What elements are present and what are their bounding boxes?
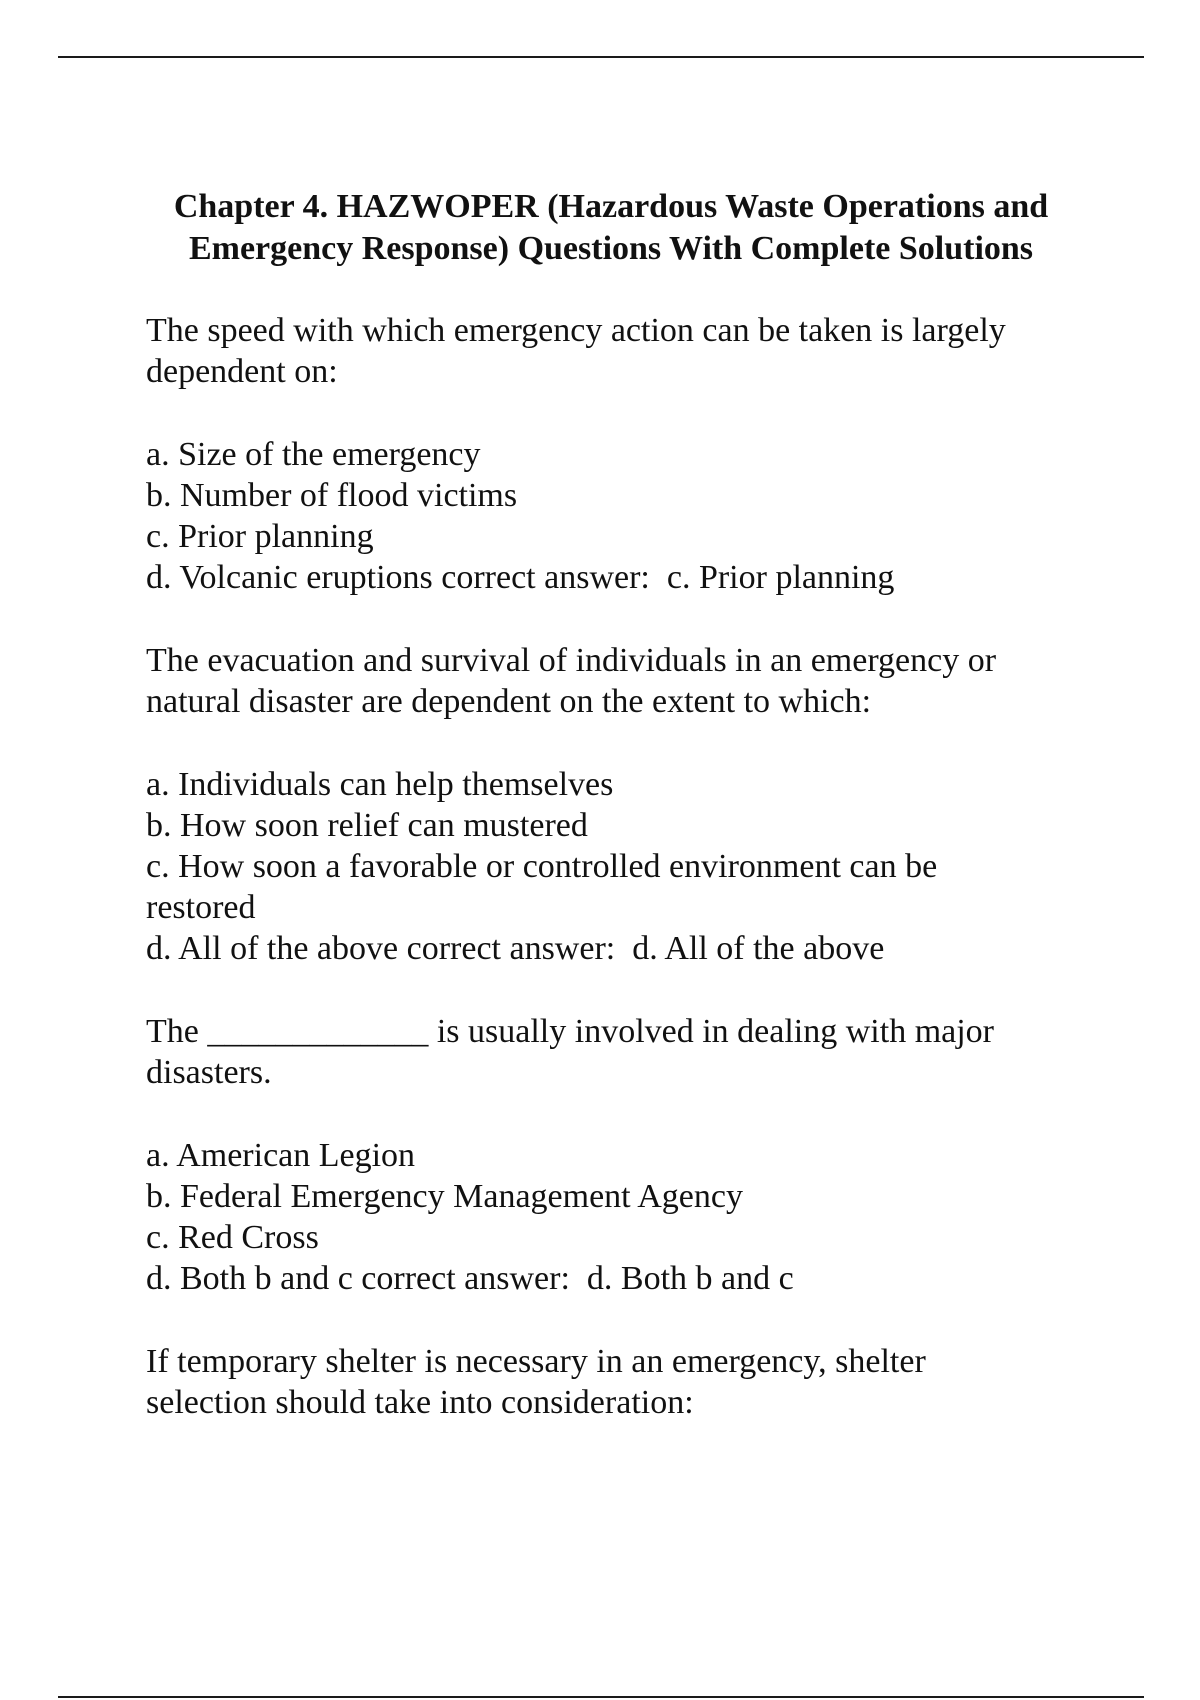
question-1-options [146, 434, 1076, 598]
option-line: c. Prior planning [146, 518, 374, 555]
option-line: b. Federal Emergency Management Agency [146, 1178, 743, 1215]
option-line: c. Red Cross [146, 1219, 319, 1256]
question-2-prompt [146, 640, 1076, 722]
option-line: b. How soon relief can mustered [146, 807, 588, 844]
prompt-line: disasters. [146, 1054, 272, 1091]
option-line: a. Individuals can help themselves [146, 766, 614, 803]
prompt-line: The _____________ is usually involved in dealing with major [146, 1013, 995, 1050]
document-title [146, 186, 1076, 270]
question-1-prompt [146, 310, 1076, 392]
option-line: c. How soon a favorable or controlled environment can be [146, 848, 938, 885]
option-line-answer: d. Both b and c correct answer: d. Both b and c [146, 1260, 794, 1297]
prompt-line: If temporary shelter is necessary in an emergency, shelter [146, 1343, 926, 1380]
option-line: b. Number of flood victims [146, 477, 518, 514]
option-line: a. American Legion [146, 1137, 416, 1174]
prompt-line: selection should take into consideration: [146, 1384, 694, 1421]
option-line-answer: d. All of the above correct answer: d. All of the above [146, 930, 885, 967]
document-body [146, 186, 1076, 1465]
question-2-options [146, 764, 1076, 969]
prompt-line: The evacuation and survival of individuals in an emergency or [146, 642, 997, 679]
prompt-line: dependent on: [146, 353, 338, 390]
question-3-options [146, 1135, 1076, 1299]
prompt-line: natural disaster are dependent on the extent to which: [146, 683, 872, 720]
footer-rule [58, 1696, 1144, 1698]
option-line: restored [146, 889, 256, 926]
question-4-prompt [146, 1341, 1076, 1423]
title-line: Emergency Response) Questions With Complete Solutions [188, 230, 1034, 267]
title-line: Chapter 4. HAZWOPER (Hazardous Waste Operations and [173, 188, 1049, 225]
prompt-line: The speed with which emergency action can be taken is largely [146, 312, 1006, 349]
question-3-prompt [146, 1011, 1076, 1093]
option-line: a. Size of the emergency [146, 436, 481, 473]
option-line-answer: d. Volcanic eruptions correct answer: c. Prior planning [146, 559, 895, 596]
header-rule [58, 56, 1144, 58]
